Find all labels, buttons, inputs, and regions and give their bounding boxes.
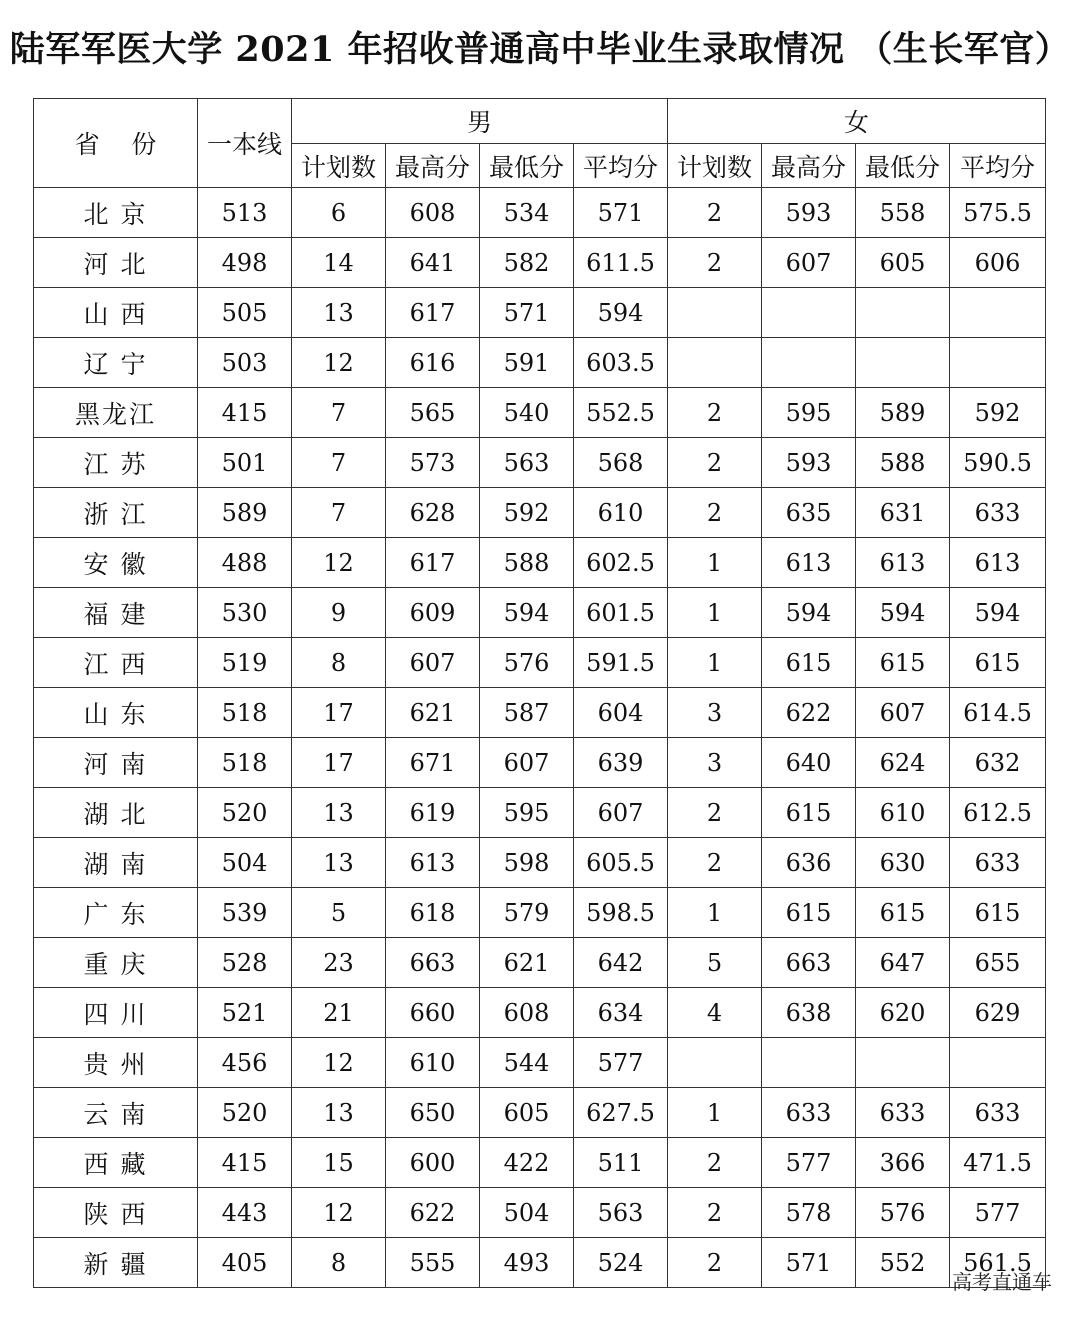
male-min-cell: 504: [480, 1188, 574, 1238]
table-row: [34, 638, 1046, 688]
male-plan-cell: 12: [292, 1188, 386, 1238]
first-line-cell: 528: [198, 938, 292, 988]
female-min-cell: [856, 338, 950, 388]
female-max-cell: 663: [762, 938, 856, 988]
male-max-cell: 650: [386, 1088, 480, 1138]
female-max-cell: 593: [762, 438, 856, 488]
header-male-max: 最高分: [386, 144, 480, 188]
table-row: [34, 1188, 1046, 1238]
male-min-cell: 592: [480, 488, 574, 538]
female-max-cell: 635: [762, 488, 856, 538]
female-avg-cell: 632: [950, 738, 1046, 788]
male-max-cell: 621: [386, 688, 480, 738]
male-plan-cell: 14: [292, 238, 386, 288]
male-avg-cell: 577: [574, 1038, 668, 1088]
first-line-cell: 530: [198, 588, 292, 638]
female-max-cell: 640: [762, 738, 856, 788]
male-avg-cell: 639: [574, 738, 668, 788]
table-row: [34, 988, 1046, 1038]
female-min-cell: [856, 288, 950, 338]
header-male: 男: [292, 99, 668, 144]
first-line-cell: 505: [198, 288, 292, 338]
female-plan-cell: 2: [668, 488, 762, 538]
male-max-cell: 600: [386, 1138, 480, 1188]
female-min-cell: 605: [856, 238, 950, 288]
female-min-cell: 613: [856, 538, 950, 588]
male-avg-cell: 594: [574, 288, 668, 338]
province-cell: 浙 江: [34, 488, 198, 538]
first-line-cell: 513: [198, 188, 292, 238]
female-min-cell: 607: [856, 688, 950, 738]
province-cell: 广 东: [34, 888, 198, 938]
first-line-cell: 589: [198, 488, 292, 538]
female-min-cell: 588: [856, 438, 950, 488]
header-female-min: 最低分: [856, 144, 950, 188]
male-min-cell: 587: [480, 688, 574, 738]
female-min-cell: 647: [856, 938, 950, 988]
first-line-cell: 488: [198, 538, 292, 588]
header-female-max: 最高分: [762, 144, 856, 188]
first-line-cell: 519: [198, 638, 292, 688]
table-row: [34, 788, 1046, 838]
female-plan-cell: 2: [668, 838, 762, 888]
first-line-cell: 539: [198, 888, 292, 938]
female-avg-cell: 561.5: [950, 1238, 1046, 1288]
male-min-cell: 588: [480, 538, 574, 588]
male-avg-cell: 603.5: [574, 338, 668, 388]
male-min-cell: 605: [480, 1088, 574, 1138]
table-row: [34, 738, 1046, 788]
male-min-cell: 607: [480, 738, 574, 788]
female-plan-cell: [668, 1038, 762, 1088]
male-plan-cell: 9: [292, 588, 386, 638]
male-max-cell: 613: [386, 838, 480, 888]
male-max-cell: 555: [386, 1238, 480, 1288]
table-row: [34, 238, 1046, 288]
first-line-cell: 456: [198, 1038, 292, 1088]
female-plan-cell: 2: [668, 388, 762, 438]
female-max-cell: 595: [762, 388, 856, 438]
male-avg-cell: 627.5: [574, 1088, 668, 1138]
table-row: [34, 338, 1046, 388]
province-cell: 山 东: [34, 688, 198, 738]
table-row: [34, 1088, 1046, 1138]
first-line-cell: 405: [198, 1238, 292, 1288]
table-row: [34, 288, 1046, 338]
male-avg-cell: 605.5: [574, 838, 668, 888]
female-avg-cell: 615: [950, 888, 1046, 938]
female-avg-cell: 612.5: [950, 788, 1046, 838]
male-avg-cell: 611.5: [574, 238, 668, 288]
male-min-cell: 591: [480, 338, 574, 388]
province-cell: 福 建: [34, 588, 198, 638]
male-max-cell: 628: [386, 488, 480, 538]
male-min-cell: 598: [480, 838, 574, 888]
male-avg-cell: 601.5: [574, 588, 668, 638]
female-plan-cell: 2: [668, 238, 762, 288]
male-avg-cell: 591.5: [574, 638, 668, 688]
female-max-cell: 633: [762, 1088, 856, 1138]
male-plan-cell: 6: [292, 188, 386, 238]
female-min-cell: 615: [856, 888, 950, 938]
female-plan-cell: [668, 288, 762, 338]
female-min-cell: 552: [856, 1238, 950, 1288]
male-max-cell: 616: [386, 338, 480, 388]
first-line-cell: 498: [198, 238, 292, 288]
male-avg-cell: 642: [574, 938, 668, 988]
female-plan-cell: [668, 338, 762, 388]
table-body: [34, 188, 1046, 1288]
first-line-cell: 520: [198, 1088, 292, 1138]
province-cell: 江 苏: [34, 438, 198, 488]
female-avg-cell: 633: [950, 1088, 1046, 1138]
male-min-cell: 595: [480, 788, 574, 838]
first-line-cell: 415: [198, 388, 292, 438]
female-plan-cell: 2: [668, 438, 762, 488]
female-plan-cell: 2: [668, 1138, 762, 1188]
table-row: [34, 538, 1046, 588]
province-cell: 山 西: [34, 288, 198, 338]
header-female: 女: [668, 99, 1046, 144]
female-avg-cell: 615: [950, 638, 1046, 688]
male-min-cell: 621: [480, 938, 574, 988]
male-min-cell: 576: [480, 638, 574, 688]
female-avg-cell: 629: [950, 988, 1046, 1038]
female-plan-cell: 1: [668, 638, 762, 688]
female-avg-cell: [950, 288, 1046, 338]
male-max-cell: 618: [386, 888, 480, 938]
table-row: [34, 438, 1046, 488]
male-plan-cell: 5: [292, 888, 386, 938]
male-plan-cell: 7: [292, 438, 386, 488]
male-min-cell: 582: [480, 238, 574, 288]
table-row: [34, 1038, 1046, 1088]
table-row: [34, 1238, 1046, 1288]
female-max-cell: [762, 338, 856, 388]
header-male-plan: 计划数: [292, 144, 386, 188]
female-min-cell: 633: [856, 1088, 950, 1138]
province-cell: 重 庆: [34, 938, 198, 988]
female-plan-cell: 1: [668, 538, 762, 588]
female-avg-cell: 575.5: [950, 188, 1046, 238]
female-plan-cell: 3: [668, 738, 762, 788]
male-max-cell: 622: [386, 1188, 480, 1238]
male-plan-cell: 21: [292, 988, 386, 1038]
female-min-cell: [856, 1038, 950, 1088]
first-line-cell: 518: [198, 738, 292, 788]
female-max-cell: 577: [762, 1138, 856, 1188]
male-max-cell: 619: [386, 788, 480, 838]
header-first-line: 一本线: [198, 99, 292, 188]
first-line-cell: 521: [198, 988, 292, 1038]
page-title: 陆军军医大学 2021 年招收普通高中毕业生录取情况 （生长军官）: [9, 29, 1071, 70]
male-max-cell: 617: [386, 288, 480, 338]
male-plan-cell: 8: [292, 638, 386, 688]
male-plan-cell: 8: [292, 1238, 386, 1288]
female-min-cell: 620: [856, 988, 950, 1038]
province-cell: 四 川: [34, 988, 198, 1038]
female-avg-cell: 594: [950, 588, 1046, 638]
province-cell: 新 疆: [34, 1238, 198, 1288]
female-max-cell: 578: [762, 1188, 856, 1238]
province-cell: 西 藏: [34, 1138, 198, 1188]
female-plan-cell: 2: [668, 788, 762, 838]
female-max-cell: 622: [762, 688, 856, 738]
female-avg-cell: 633: [950, 488, 1046, 538]
male-max-cell: 671: [386, 738, 480, 788]
female-max-cell: 607: [762, 238, 856, 288]
table-row: [34, 838, 1046, 888]
province-cell: 北 京: [34, 188, 198, 238]
province-cell: 湖 南: [34, 838, 198, 888]
first-line-cell: 518: [198, 688, 292, 738]
male-plan-cell: 13: [292, 788, 386, 838]
male-max-cell: 610: [386, 1038, 480, 1088]
male-min-cell: 563: [480, 438, 574, 488]
province-cell: 贵 州: [34, 1038, 198, 1088]
female-min-cell: 366: [856, 1138, 950, 1188]
male-min-cell: 579: [480, 888, 574, 938]
admission-table: [33, 98, 1046, 1288]
province-cell: 江 西: [34, 638, 198, 688]
province-cell: 黑龙江: [34, 388, 198, 438]
female-max-cell: 593: [762, 188, 856, 238]
female-max-cell: [762, 288, 856, 338]
male-min-cell: 534: [480, 188, 574, 238]
female-max-cell: 615: [762, 638, 856, 688]
male-plan-cell: 12: [292, 338, 386, 388]
male-avg-cell: 571: [574, 188, 668, 238]
first-line-cell: 443: [198, 1188, 292, 1238]
male-plan-cell: 15: [292, 1138, 386, 1188]
table-row: [34, 888, 1046, 938]
female-plan-cell: 2: [668, 1188, 762, 1238]
female-min-cell: 610: [856, 788, 950, 838]
male-avg-cell: 610: [574, 488, 668, 538]
female-avg-cell: 590.5: [950, 438, 1046, 488]
male-avg-cell: 511: [574, 1138, 668, 1188]
table-row: [34, 688, 1046, 738]
female-plan-cell: 4: [668, 988, 762, 1038]
first-line-cell: 415: [198, 1138, 292, 1188]
male-avg-cell: 598.5: [574, 888, 668, 938]
male-plan-cell: 13: [292, 1088, 386, 1138]
female-avg-cell: 633: [950, 838, 1046, 888]
male-max-cell: 663: [386, 938, 480, 988]
province-cell: 云 南: [34, 1088, 198, 1138]
female-max-cell: 636: [762, 838, 856, 888]
female-avg-cell: [950, 338, 1046, 388]
first-line-cell: 501: [198, 438, 292, 488]
male-max-cell: 565: [386, 388, 480, 438]
female-avg-cell: 655: [950, 938, 1046, 988]
female-min-cell: 624: [856, 738, 950, 788]
province-cell: 河 南: [34, 738, 198, 788]
female-max-cell: 613: [762, 538, 856, 588]
table-row: [34, 388, 1046, 438]
male-avg-cell: 524: [574, 1238, 668, 1288]
female-avg-cell: [950, 1038, 1046, 1088]
male-min-cell: 422: [480, 1138, 574, 1188]
female-plan-cell: 1: [668, 888, 762, 938]
female-plan-cell: 1: [668, 1088, 762, 1138]
male-plan-cell: 13: [292, 838, 386, 888]
female-max-cell: 594: [762, 588, 856, 638]
first-line-cell: 520: [198, 788, 292, 838]
female-plan-cell: 2: [668, 1238, 762, 1288]
table-row: [34, 938, 1046, 988]
male-plan-cell: 12: [292, 1038, 386, 1088]
province-cell: 陕 西: [34, 1188, 198, 1238]
male-max-cell: 573: [386, 438, 480, 488]
female-min-cell: 576: [856, 1188, 950, 1238]
female-plan-cell: 1: [668, 588, 762, 638]
female-min-cell: 594: [856, 588, 950, 638]
male-min-cell: 571: [480, 288, 574, 338]
female-min-cell: 558: [856, 188, 950, 238]
female-plan-cell: 3: [668, 688, 762, 738]
male-avg-cell: 552.5: [574, 388, 668, 438]
male-plan-cell: 12: [292, 538, 386, 588]
female-plan-cell: 2: [668, 188, 762, 238]
female-max-cell: 615: [762, 888, 856, 938]
female-avg-cell: 613: [950, 538, 1046, 588]
male-max-cell: 641: [386, 238, 480, 288]
male-avg-cell: 634: [574, 988, 668, 1038]
male-avg-cell: 604: [574, 688, 668, 738]
female-avg-cell: 471.5: [950, 1138, 1046, 1188]
male-plan-cell: 23: [292, 938, 386, 988]
male-min-cell: 544: [480, 1038, 574, 1088]
male-min-cell: 594: [480, 588, 574, 638]
male-min-cell: 493: [480, 1238, 574, 1288]
male-plan-cell: 17: [292, 738, 386, 788]
male-avg-cell: 563: [574, 1188, 668, 1238]
province-cell: 安 徽: [34, 538, 198, 588]
female-min-cell: 615: [856, 638, 950, 688]
female-max-cell: 615: [762, 788, 856, 838]
female-min-cell: 630: [856, 838, 950, 888]
table-row: [34, 1138, 1046, 1188]
table-row: [34, 188, 1046, 238]
male-avg-cell: 602.5: [574, 538, 668, 588]
male-avg-cell: 568: [574, 438, 668, 488]
header-female-plan: 计划数: [668, 144, 762, 188]
header-female-avg: 平均分: [950, 144, 1046, 188]
female-avg-cell: 606: [950, 238, 1046, 288]
header-province: 省 份: [34, 99, 198, 188]
male-min-cell: 540: [480, 388, 574, 438]
female-max-cell: 571: [762, 1238, 856, 1288]
first-line-cell: 503: [198, 338, 292, 388]
female-avg-cell: 577: [950, 1188, 1046, 1238]
first-line-cell: 504: [198, 838, 292, 888]
header-male-min: 最低分: [480, 144, 574, 188]
female-max-cell: 638: [762, 988, 856, 1038]
female-plan-cell: 5: [668, 938, 762, 988]
male-min-cell: 608: [480, 988, 574, 1038]
female-max-cell: [762, 1038, 856, 1088]
male-max-cell: 617: [386, 538, 480, 588]
male-plan-cell: 13: [292, 288, 386, 338]
male-plan-cell: 17: [292, 688, 386, 738]
female-avg-cell: 614.5: [950, 688, 1046, 738]
female-avg-cell: 592: [950, 388, 1046, 438]
watermark: 高考直通车: [952, 1270, 1052, 1294]
male-plan-cell: 7: [292, 488, 386, 538]
male-max-cell: 609: [386, 588, 480, 638]
province-cell: 辽 宁: [34, 338, 198, 388]
female-min-cell: 589: [856, 388, 950, 438]
male-max-cell: 607: [386, 638, 480, 688]
province-cell: 河 北: [34, 238, 198, 288]
header-male-avg: 平均分: [574, 144, 668, 188]
male-plan-cell: 7: [292, 388, 386, 438]
male-max-cell: 608: [386, 188, 480, 238]
male-avg-cell: 607: [574, 788, 668, 838]
table-row: [34, 588, 1046, 638]
female-min-cell: 631: [856, 488, 950, 538]
male-max-cell: 660: [386, 988, 480, 1038]
province-cell: 湖 北: [34, 788, 198, 838]
table-row: [34, 488, 1046, 538]
